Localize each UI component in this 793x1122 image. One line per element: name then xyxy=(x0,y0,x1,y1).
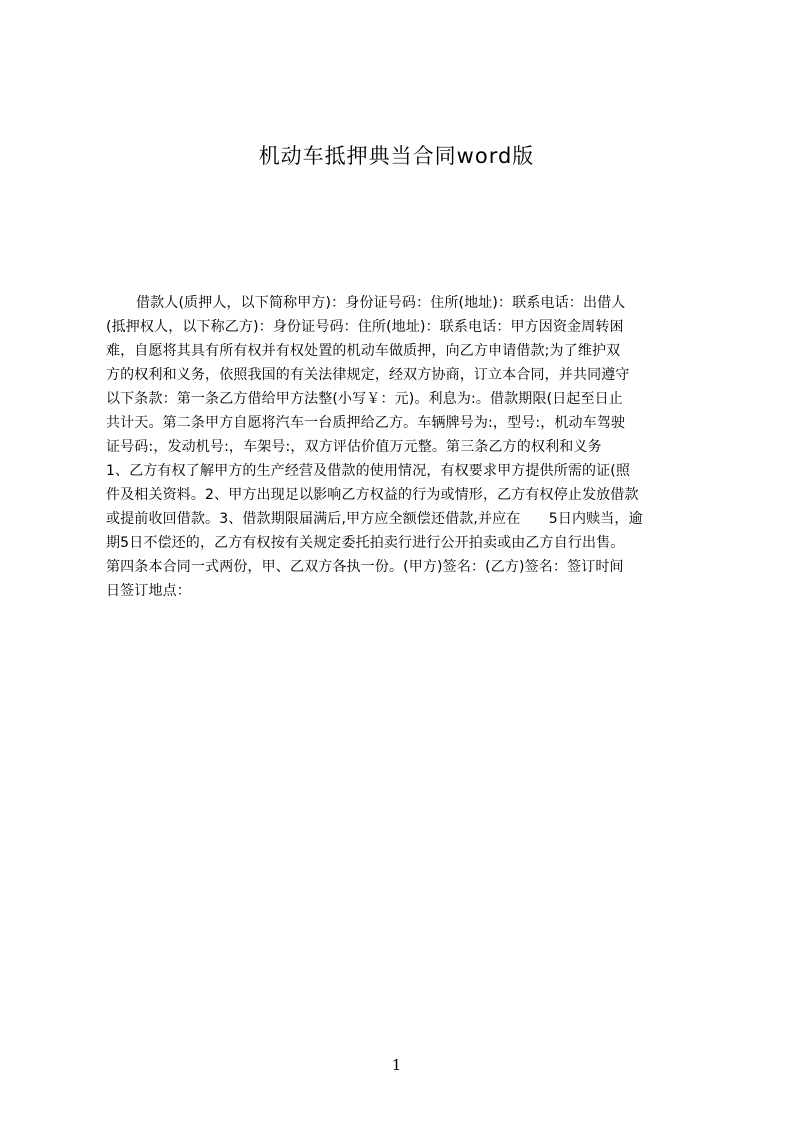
body-line: 或提前收回借款。3、借款期限届满后,甲方应全额偿还借款,并应在 5日内赎当，逾 xyxy=(106,511,643,527)
body-line: 日签订地点： xyxy=(106,583,191,599)
body-line: 方的权利和义务，依照我国的有关法律规定，经双方协商，订立本合同，并共同遵守 xyxy=(106,367,630,383)
body-line: 难，自愿将其具有所有权并有权处置的机动车做质押，向乙方申请借款;为了维护双 xyxy=(106,343,621,359)
body-line: 以下条款：第一条乙方借给甲方法整(小写￥：元)。利息为:。借款期限(日起至日止 xyxy=(106,391,623,407)
body-line: (抵押权人，以下称乙方)：身份证号码：住所(地址)：联系电话：甲方因资金周转困 xyxy=(106,319,624,335)
document-title: 机动车抵押典当合同word版 xyxy=(258,144,535,168)
body-line: 证号码:，发动机号:，车架号:，双方评估价值万元整。第三条乙方的权利和义务 xyxy=(106,439,602,455)
body-line: 共计天。第二条甲方自愿将汽车一台质押给乙方。车辆牌号为:，型号:，机动车驾驶 xyxy=(106,415,626,431)
body-line: 第四条本合同一式两份，甲、乙双方各执一份。(甲方)签名：(乙方)签名：签订时间 xyxy=(106,559,624,575)
body-line: 件及相关资料。2、甲方出现足以影响乙方权益的行为或情形，乙方有权停止发放借款 xyxy=(106,487,639,503)
body-line: 期5日不偿还的，乙方有权按有关规定委托拍卖行进行公开拍卖或由乙方自行出售。 xyxy=(106,535,625,551)
page-number: 1 xyxy=(391,1056,402,1074)
body-line: 1、乙方有权了解甲方的生产经营及借款的使用情况，有权要求甲方提供所需的证(照 xyxy=(106,463,631,479)
contract-body xyxy=(106,291,698,603)
body-line: 借款人(质押人，以下简称甲方)：身份证号码：住所(地址)：联系电话：出借人 xyxy=(136,295,626,311)
